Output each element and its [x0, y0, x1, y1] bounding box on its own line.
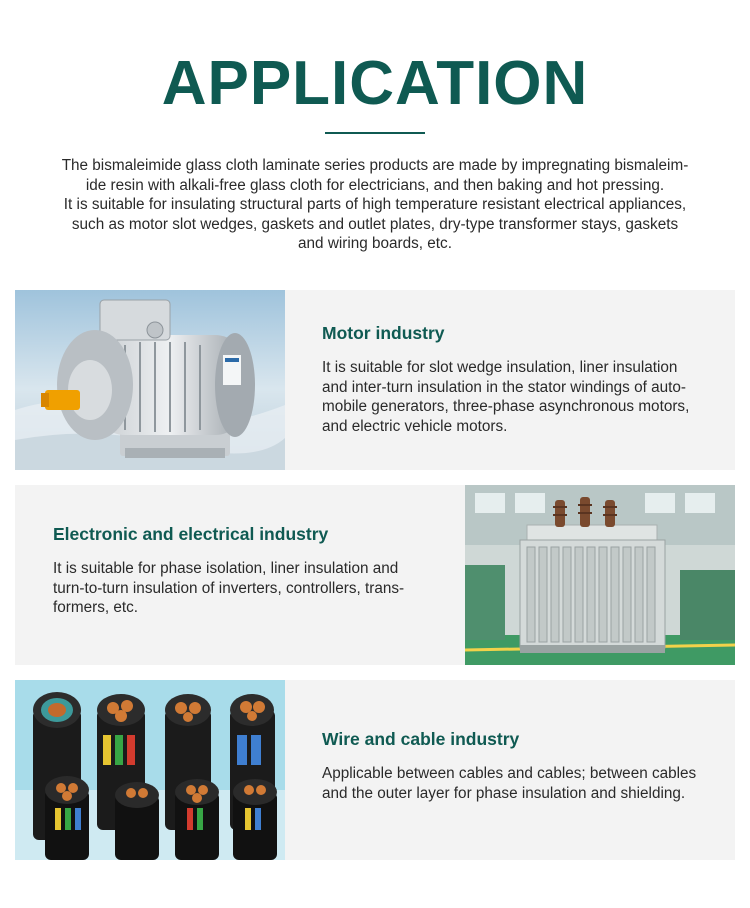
cable-image: [15, 680, 285, 860]
intro-line: ide resin with alkali-free glass cloth for electricians, and then baking and hot pressing.: [85, 176, 665, 194]
description-line: formers, etc.: [53, 599, 138, 616]
section-description: [322, 358, 722, 436]
motor-image: [15, 290, 285, 470]
intro-line: The bismaleimide glass cloth laminate series products are made by impregnating bismaleim-: [61, 157, 689, 174]
intro-line: such as motor slot wedges, gaskets and outlet plates, dry-type transformer stays, gaskets: [71, 215, 679, 233]
section-description: [322, 764, 732, 803]
page-title: APPLICATION: [161, 49, 589, 118]
description-line: Applicable between cables and cables; between cables: [322, 765, 697, 782]
description-line: It is suitable for slot wedge insulation, liner insulation: [322, 359, 678, 376]
description-line: and the outer layer for phase insulation and shielding.: [322, 784, 686, 802]
section-title: Electronic and electrical industry: [53, 524, 329, 544]
section-text-motor: [322, 290, 722, 502]
description-line: turn-to-turn insulation of inverters, controllers, trans-: [53, 579, 405, 597]
section-title: Motor industry: [322, 323, 445, 343]
title-divider: [325, 132, 425, 134]
description-line: mobile generators, three-phase asynchronous motors,: [322, 398, 690, 415]
description-line: and inter-turn insulation in the stator windings of auto-: [322, 378, 686, 396]
section-title: Wire and cable industry: [322, 729, 520, 749]
transformer-image: [465, 485, 735, 665]
section-card-electrical: [15, 485, 735, 665]
section-text-cable: [322, 680, 732, 908]
description-line: It is suitable for phase isolation, liner insulation and: [53, 560, 399, 577]
section-card-cable: [15, 680, 735, 860]
intro-paragraph: [40, 156, 710, 254]
section-card-motor: [15, 290, 735, 470]
section-description: [53, 559, 453, 618]
description-line: and electric vehicle motors.: [322, 417, 508, 435]
intro-line: It is suitable for insulating structural parts of high temperature resistant electrical appliances,: [63, 196, 687, 213]
section-text-electrical: [53, 485, 453, 703]
intro-line: and wiring boards, etc.: [298, 235, 452, 252]
